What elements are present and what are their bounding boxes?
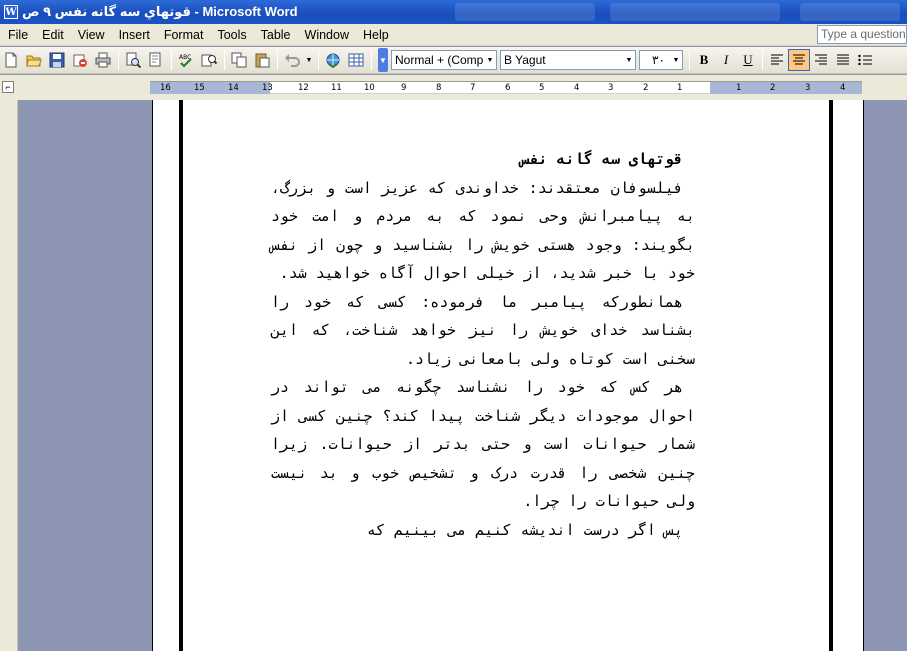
paste-button[interactable] xyxy=(251,49,273,71)
title-bar xyxy=(0,0,907,24)
menu-window[interactable]: Window xyxy=(304,27,349,42)
toolbar-separator xyxy=(762,50,763,70)
print-preview-icon xyxy=(125,52,141,68)
ruler-tick: 1 xyxy=(736,83,742,93)
ruler-tick: 11 xyxy=(331,83,342,93)
menu-bar xyxy=(0,24,907,46)
undo-icon xyxy=(284,52,300,68)
ruler-tick: 14 xyxy=(228,83,239,93)
toolbar-separator xyxy=(171,50,172,70)
horizontal-ruler[interactable] xyxy=(150,81,862,94)
ruler-tick: 16 xyxy=(160,83,171,93)
ruler-tick: 15 xyxy=(194,83,205,93)
ruler-tick: 5 xyxy=(539,83,545,93)
hyperlink-icon xyxy=(325,52,341,68)
title-bar-reflection xyxy=(455,3,595,21)
ruler-tick: 9 xyxy=(401,83,407,93)
menu-tools[interactable]: Tools xyxy=(217,27,247,42)
window-title: قوتهاي سه گانه نفس ۹ ص - Microsoft Word xyxy=(22,4,298,19)
document-body[interactable] xyxy=(271,145,695,544)
ruler-tick: 3 xyxy=(805,83,811,93)
undo-button[interactable] xyxy=(281,49,303,71)
page-border-right xyxy=(829,100,833,651)
menu-insert[interactable]: Insert xyxy=(118,27,150,42)
undo-dropdown[interactable] xyxy=(304,49,314,71)
underline-button[interactable]: U xyxy=(743,52,753,67)
ask-question-input[interactable]: Type a question xyxy=(817,25,907,44)
chevron-down-icon: ▼ xyxy=(672,56,680,64)
paragraph: هر کس که خود را نشناسد چگونه می تواند در احوال موجودات دیگر شناخت پیدا کند؟ چنین کسی از شمار حیوانات است و حتی بدتر از حیوانات. زیرا چنین شخصی را قدرت درک و تشخیص خوب و بد نیست ولی حیوانات را چرا. xyxy=(271,378,695,510)
print-preview-button[interactable] xyxy=(122,49,144,71)
toolbar-separator xyxy=(371,50,372,70)
document-heading: قوتهای سه گانه نفس xyxy=(520,150,683,168)
paragraph: فیلسوفان معتقدند: خداوندی که عزیز است و بزرگ، به پیامبرانش وحی نمود که به مردم و امت خود بگویند: وجود هستی خویش را بشناسید و چون از نفس خود با خبر شدید، از خیلی احوال آگاه خواهید شد. xyxy=(271,178,695,282)
menu-table[interactable]: Table xyxy=(260,27,291,42)
menu-format[interactable]: Format xyxy=(163,27,204,42)
toolbar-separator xyxy=(689,50,690,70)
document-page[interactable] xyxy=(152,100,864,651)
justify-button[interactable] xyxy=(832,49,854,71)
style-combo[interactable]: Normal + (Comp ▼ xyxy=(391,50,497,70)
copy-icon xyxy=(231,52,247,68)
toolbar-separator xyxy=(224,50,225,70)
open-button[interactable] xyxy=(23,49,45,71)
align-left-button[interactable] xyxy=(766,49,788,71)
ruler-tick: 2 xyxy=(770,83,776,93)
tab-selector[interactable]: ⌐ xyxy=(2,81,14,93)
print-preview2-button[interactable] xyxy=(145,49,167,71)
toolbar-separator xyxy=(277,50,278,70)
ruler-tick: 13 xyxy=(262,83,273,93)
permission-button[interactable] xyxy=(69,49,91,71)
title-bar-reflection xyxy=(800,3,900,21)
save-icon xyxy=(49,52,65,68)
menu-help[interactable]: Help xyxy=(362,27,389,42)
ruler-tick: 4 xyxy=(840,83,846,93)
ruler-tick: 2 xyxy=(643,83,649,93)
paste-icon xyxy=(254,52,270,68)
print-button[interactable] xyxy=(92,49,114,71)
chevron-down-icon: ▼ xyxy=(486,56,494,64)
page-border-left xyxy=(179,100,183,651)
align-left-icon xyxy=(769,52,785,68)
chevron-down-icon: ▼ xyxy=(305,56,313,64)
insert-table-button[interactable] xyxy=(345,49,367,71)
menu-edit[interactable]: Edit xyxy=(42,27,64,42)
new-document-button[interactable] xyxy=(0,49,22,71)
ruler-tick: 4 xyxy=(574,83,580,93)
permission-icon xyxy=(72,52,88,68)
spelling-icon xyxy=(178,52,194,68)
ruler-tick: 6 xyxy=(505,83,511,93)
svg-text:ABC: ABC xyxy=(179,54,192,61)
align-right-icon xyxy=(813,52,829,68)
bold-button[interactable]: B xyxy=(699,52,709,67)
font-combo[interactable]: B Yagut ▼ xyxy=(500,50,636,70)
save-button[interactable] xyxy=(46,49,68,71)
toolbar-separator xyxy=(318,50,319,70)
ruler-tick: 12 xyxy=(298,83,309,93)
ruler-area xyxy=(0,75,907,100)
ruler-tick: 7 xyxy=(470,83,476,93)
font-size-combo[interactable]: ۳۰ ▼ xyxy=(639,50,683,70)
toolbar xyxy=(0,47,907,74)
ruler-tick: 8 xyxy=(436,83,442,93)
copy-button[interactable] xyxy=(228,49,250,71)
bullets-button[interactable] xyxy=(854,49,876,71)
bullets-icon xyxy=(857,52,873,68)
vertical-ruler xyxy=(0,100,18,651)
print-preview-icon xyxy=(148,52,164,68)
ruler-tick: 1 xyxy=(677,83,683,93)
table-icon xyxy=(348,52,364,68)
print-icon xyxy=(95,52,111,68)
open-icon xyxy=(26,52,42,68)
word-app-icon[interactable]: W xyxy=(5,6,17,18)
chevron-down-icon: ▼ xyxy=(625,56,633,64)
menu-view[interactable]: View xyxy=(77,27,105,42)
toolbar-separator xyxy=(118,50,119,70)
align-right-button[interactable] xyxy=(810,49,832,71)
new-icon xyxy=(3,52,19,68)
italic-button[interactable]: I xyxy=(723,52,729,67)
ruler-tick: 10 xyxy=(364,83,375,93)
justify-icon xyxy=(835,52,851,68)
paragraph: همانطورکه پیامبر ما فرموده: کسی که خود را بشناسد خدای خویش را نیز خواهد شناخت، که این سخنی است کوتاه ولی بامعانی زیاد. xyxy=(271,292,695,368)
menu-file[interactable]: File xyxy=(8,27,29,42)
align-center-icon xyxy=(791,52,807,68)
ruler-tick: 3 xyxy=(608,83,614,93)
hyperlink-button[interactable] xyxy=(322,49,344,71)
align-center-button[interactable] xyxy=(788,49,810,71)
toolbar-options-toggle[interactable] xyxy=(378,48,388,72)
paragraph: پس اگر درست اندیشه کنیم می بینیم که xyxy=(366,520,683,539)
spelling-button[interactable] xyxy=(175,49,197,71)
research-button[interactable] xyxy=(198,49,220,71)
title-bar-reflection xyxy=(610,3,780,21)
chevron-down-icon: ▼ xyxy=(379,55,387,65)
research-icon xyxy=(201,52,217,68)
